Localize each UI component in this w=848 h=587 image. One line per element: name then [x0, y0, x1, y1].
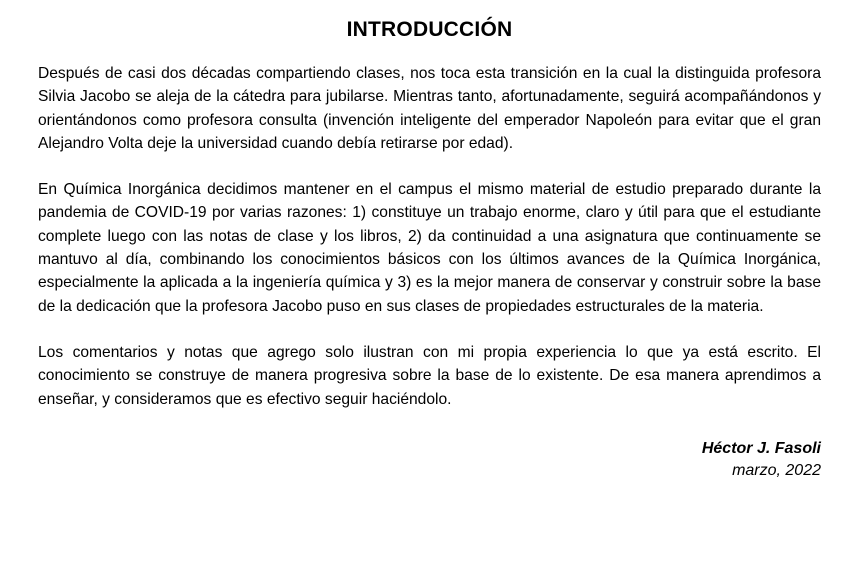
paragraph-2: En Química Inorgánica decidimos mantener en el campus el mismo material de estudio preparado durante la pandemia de COVID-19 por varias razones: 1) constituye un trabajo enorme, claro y útil para que el estudiante complete luego con las notas de clase y los libros, 2) da continuidad a una asignatura que continuamente se mantuvo al día, combinando los conocimientos básicos con los últimos avances de la Química Inorgánica, especialmente la aplicada a la ingeniería química y 3) es la mejor manera de conservar y construir sobre la base de la dedicación que la profesora Jacobo puso en sus clases de propiedades estructurales de la materia.: [38, 181, 821, 315]
page-title: INTRODUCCIÓN: [346, 18, 513, 41]
signature-block: [38, 438, 821, 482]
signature-date: marzo, 2022: [732, 461, 821, 479]
paragraph-3: Los comentarios y notas que agrego solo ilustran con mi propia experiencia lo que ya está escrito. El conocimiento se construye de manera progresiva sobre la base de lo existente. De esa manera aprendimos a enseñar, y consideramos que es efectivo seguir haciéndolo.: [38, 343, 821, 408]
paragraph-1: Después de casi dos décadas compartiendo clases, nos toca esta transición en la cual la distinguida profesora Silvia Jacobo se aleja de la cátedra para jubilarse. Mientras tanto, afortunadamente, seguirá acompañándonos y orientándonos como profesora consulta (invención inteligente del emperador Napoleón para evitar que el gran Alejandro Volta deje la universidad cuando debía retirarse por edad).: [38, 65, 821, 152]
signature-name: Héctor J. Fasoli: [701, 439, 821, 457]
